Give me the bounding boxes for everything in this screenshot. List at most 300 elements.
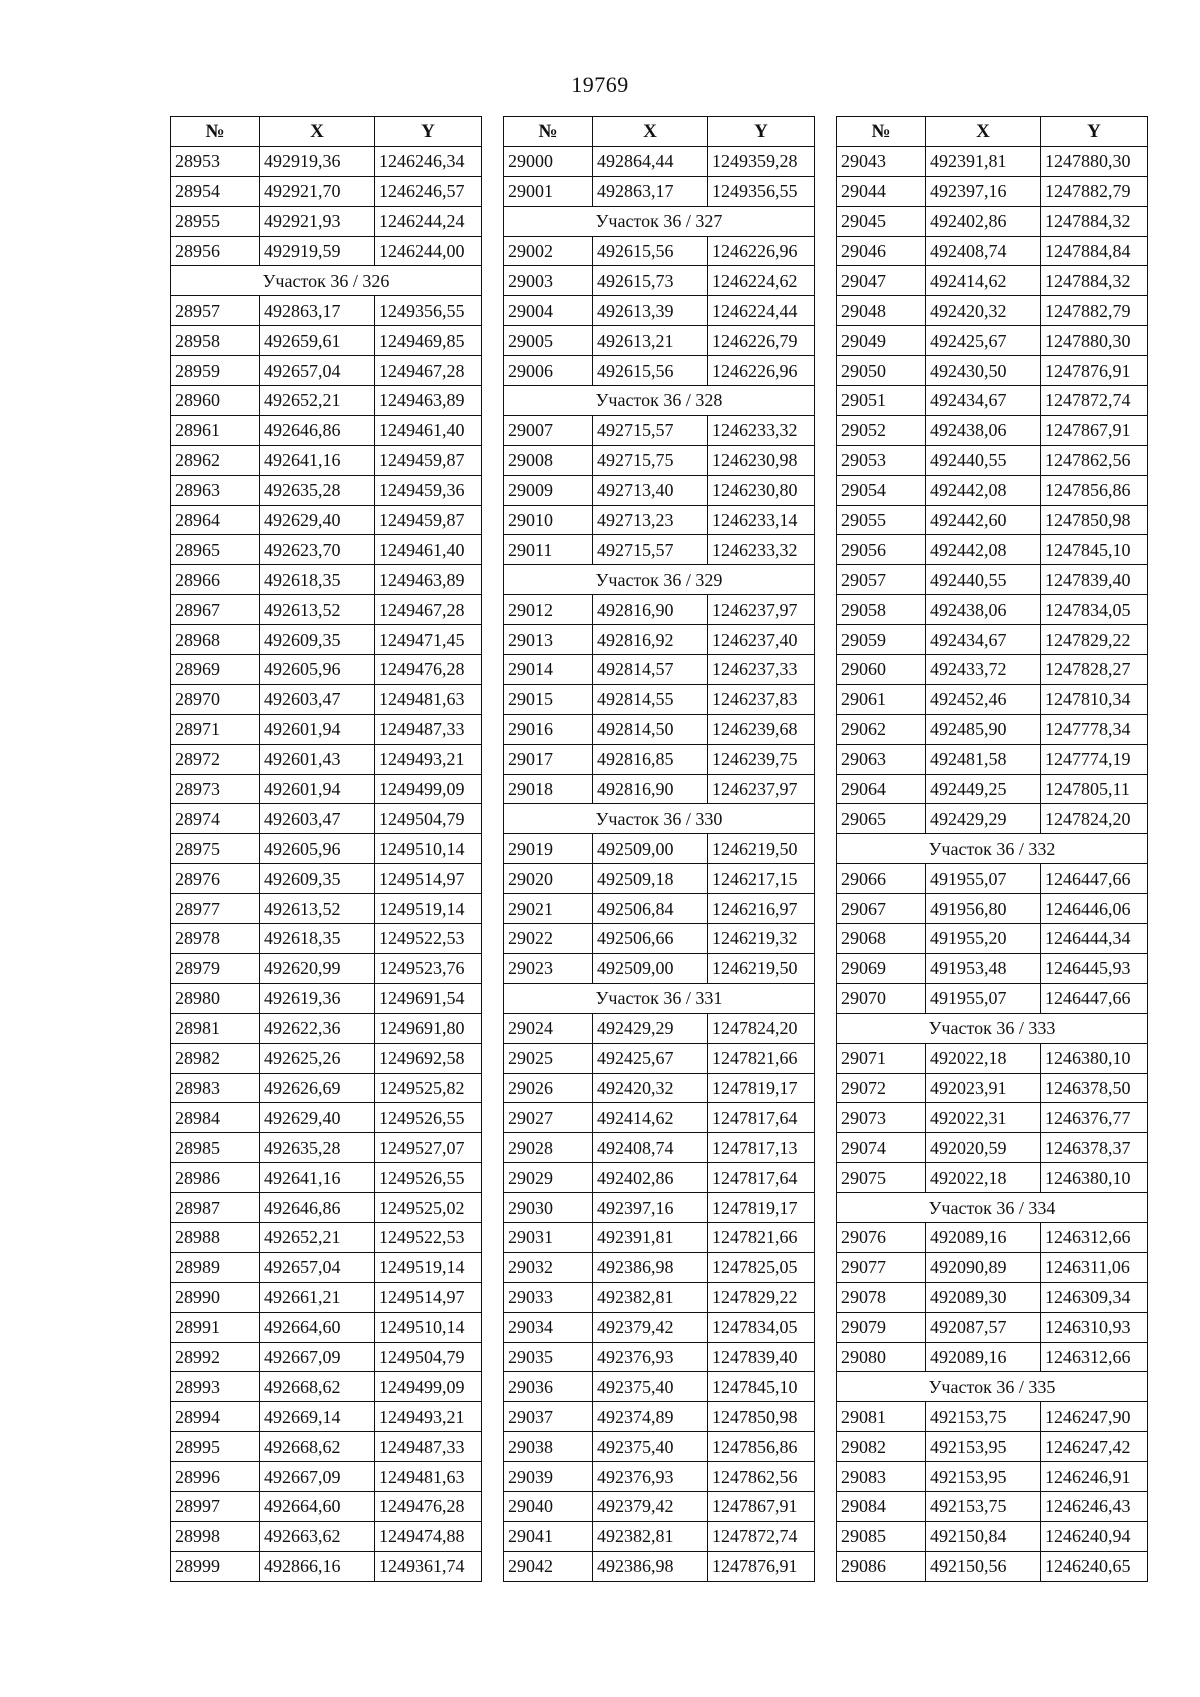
x-coordinate: 492863,17 bbox=[260, 296, 375, 326]
x-coordinate: 492663,62 bbox=[260, 1521, 375, 1551]
x-coordinate: 492442,60 bbox=[926, 505, 1041, 535]
point-number: 28976 bbox=[171, 864, 260, 894]
table-row bbox=[837, 1551, 1148, 1581]
x-coordinate: 492921,93 bbox=[260, 206, 375, 236]
table-row bbox=[504, 1551, 815, 1581]
y-coordinate: 1249467,28 bbox=[375, 595, 482, 625]
y-coordinate: 1246444,34 bbox=[1041, 924, 1148, 954]
table-row bbox=[837, 1073, 1148, 1103]
y-coordinate: 1246233,14 bbox=[708, 505, 815, 535]
point-number: 29046 bbox=[837, 236, 926, 266]
x-coordinate: 492715,75 bbox=[593, 445, 708, 475]
point-number: 28959 bbox=[171, 356, 260, 386]
x-coordinate: 492442,08 bbox=[926, 535, 1041, 565]
y-coordinate: 1247856,86 bbox=[1041, 475, 1148, 505]
x-coordinate: 492814,55 bbox=[593, 684, 708, 714]
x-coordinate: 492619,36 bbox=[260, 983, 375, 1013]
table-row bbox=[837, 1462, 1148, 1492]
table-row bbox=[504, 1521, 815, 1551]
y-coordinate: 1247850,98 bbox=[1041, 505, 1148, 535]
table-row bbox=[837, 1043, 1148, 1073]
point-number: 28991 bbox=[171, 1312, 260, 1342]
table-row bbox=[837, 1402, 1148, 1432]
x-coordinate: 492509,00 bbox=[593, 834, 708, 864]
point-number: 28964 bbox=[171, 505, 260, 535]
point-number: 29053 bbox=[837, 445, 926, 475]
point-number: 28977 bbox=[171, 894, 260, 924]
x-coordinate: 492481,58 bbox=[926, 744, 1041, 774]
x-coordinate: 492866,16 bbox=[260, 1551, 375, 1581]
table-row bbox=[504, 1282, 815, 1312]
y-coordinate: 1247805,11 bbox=[1041, 774, 1148, 804]
y-coordinate: 1249361,74 bbox=[375, 1551, 482, 1581]
x-coordinate: 492659,61 bbox=[260, 326, 375, 356]
x-coordinate: 492375,40 bbox=[593, 1432, 708, 1462]
table-row bbox=[837, 1521, 1148, 1551]
y-coordinate: 1246310,93 bbox=[1041, 1312, 1148, 1342]
point-number: 28954 bbox=[171, 176, 260, 206]
point-number: 28969 bbox=[171, 655, 260, 685]
header-number: № bbox=[837, 117, 926, 147]
y-coordinate: 1247867,91 bbox=[1041, 415, 1148, 445]
table-row bbox=[504, 864, 815, 894]
y-coordinate: 1247774,19 bbox=[1041, 744, 1148, 774]
section-heading-row bbox=[837, 1013, 1148, 1043]
y-coordinate: 1247829,22 bbox=[1041, 625, 1148, 655]
x-coordinate: 492919,59 bbox=[260, 236, 375, 266]
y-coordinate: 1247825,05 bbox=[708, 1252, 815, 1282]
point-number: 29075 bbox=[837, 1163, 926, 1193]
point-number: 28980 bbox=[171, 983, 260, 1013]
point-number: 28995 bbox=[171, 1432, 260, 1462]
table-row bbox=[837, 415, 1148, 445]
table-row bbox=[504, 505, 815, 535]
x-coordinate: 492425,67 bbox=[926, 326, 1041, 356]
point-number: 29012 bbox=[504, 595, 593, 625]
y-coordinate: 1247884,32 bbox=[1041, 206, 1148, 236]
point-number: 28963 bbox=[171, 475, 260, 505]
point-number: 29014 bbox=[504, 655, 593, 685]
y-coordinate: 1247834,05 bbox=[1041, 595, 1148, 625]
table-row bbox=[171, 1521, 482, 1551]
y-coordinate: 1246226,96 bbox=[708, 236, 815, 266]
y-coordinate: 1246226,96 bbox=[708, 356, 815, 386]
point-number: 28987 bbox=[171, 1193, 260, 1223]
y-coordinate: 1249469,85 bbox=[375, 326, 482, 356]
table-row bbox=[837, 1491, 1148, 1521]
table-row bbox=[504, 1342, 815, 1372]
point-number: 28966 bbox=[171, 565, 260, 595]
table-row bbox=[504, 714, 815, 744]
table-row bbox=[504, 655, 815, 685]
point-number: 29084 bbox=[837, 1491, 926, 1521]
y-coordinate: 1246447,66 bbox=[1041, 983, 1148, 1013]
table-row bbox=[171, 296, 482, 326]
x-coordinate: 492635,28 bbox=[260, 475, 375, 505]
point-number: 28979 bbox=[171, 953, 260, 983]
x-coordinate: 492397,16 bbox=[926, 176, 1041, 206]
point-number: 28955 bbox=[171, 206, 260, 236]
y-coordinate: 1247824,20 bbox=[708, 1013, 815, 1043]
x-coordinate: 492601,43 bbox=[260, 744, 375, 774]
point-number: 29060 bbox=[837, 655, 926, 685]
point-number: 29039 bbox=[504, 1462, 593, 1492]
x-coordinate: 492090,89 bbox=[926, 1252, 1041, 1282]
x-coordinate: 492440,55 bbox=[926, 445, 1041, 475]
y-coordinate: 1249467,28 bbox=[375, 356, 482, 386]
y-coordinate: 1247876,91 bbox=[1041, 356, 1148, 386]
point-number: 28982 bbox=[171, 1043, 260, 1073]
point-number: 29082 bbox=[837, 1432, 926, 1462]
table-row bbox=[837, 744, 1148, 774]
y-coordinate: 1246244,24 bbox=[375, 206, 482, 236]
y-coordinate: 1249493,21 bbox=[375, 744, 482, 774]
point-number: 29021 bbox=[504, 894, 593, 924]
point-number: 28974 bbox=[171, 804, 260, 834]
table-row bbox=[837, 386, 1148, 416]
x-coordinate: 492153,95 bbox=[926, 1432, 1041, 1462]
point-number: 28981 bbox=[171, 1013, 260, 1043]
section-heading-row bbox=[504, 804, 815, 834]
x-coordinate: 492023,91 bbox=[926, 1073, 1041, 1103]
point-number: 28983 bbox=[171, 1073, 260, 1103]
table-row bbox=[837, 1103, 1148, 1133]
point-number: 29062 bbox=[837, 714, 926, 744]
y-coordinate: 1246309,34 bbox=[1041, 1282, 1148, 1312]
table-row bbox=[171, 744, 482, 774]
point-number: 29007 bbox=[504, 415, 593, 445]
x-coordinate: 492509,18 bbox=[593, 864, 708, 894]
y-coordinate: 1247867,91 bbox=[708, 1491, 815, 1521]
table-row bbox=[504, 1252, 815, 1282]
table-row bbox=[837, 924, 1148, 954]
table-row bbox=[504, 625, 815, 655]
x-coordinate: 492452,46 bbox=[926, 684, 1041, 714]
y-coordinate: 1249356,55 bbox=[375, 296, 482, 326]
y-coordinate: 1249526,55 bbox=[375, 1103, 482, 1133]
y-coordinate: 1247819,17 bbox=[708, 1193, 815, 1223]
table-row bbox=[171, 1402, 482, 1432]
y-coordinate: 1246247,42 bbox=[1041, 1432, 1148, 1462]
x-coordinate: 492397,16 bbox=[593, 1193, 708, 1223]
table-row bbox=[837, 1133, 1148, 1163]
x-coordinate: 492089,16 bbox=[926, 1222, 1041, 1252]
table-row bbox=[171, 595, 482, 625]
table-row bbox=[171, 714, 482, 744]
point-number: 28988 bbox=[171, 1222, 260, 1252]
point-number: 29085 bbox=[837, 1521, 926, 1551]
table-row bbox=[171, 356, 482, 386]
x-coordinate: 492641,16 bbox=[260, 445, 375, 475]
y-coordinate: 1247845,10 bbox=[708, 1372, 815, 1402]
point-number: 29002 bbox=[504, 236, 593, 266]
point-number: 29034 bbox=[504, 1312, 593, 1342]
y-coordinate: 1249691,80 bbox=[375, 1013, 482, 1043]
x-coordinate: 492379,42 bbox=[593, 1312, 708, 1342]
table-row bbox=[504, 1402, 815, 1432]
x-coordinate: 492626,69 bbox=[260, 1073, 375, 1103]
table-row bbox=[837, 206, 1148, 236]
table-header-row bbox=[171, 117, 482, 147]
x-coordinate: 492668,62 bbox=[260, 1372, 375, 1402]
y-coordinate: 1246219,50 bbox=[708, 953, 815, 983]
x-coordinate: 492816,85 bbox=[593, 744, 708, 774]
y-coordinate: 1249463,89 bbox=[375, 386, 482, 416]
point-number: 29028 bbox=[504, 1133, 593, 1163]
point-number: 29019 bbox=[504, 834, 593, 864]
point-number: 29061 bbox=[837, 684, 926, 714]
table-row bbox=[171, 894, 482, 924]
y-coordinate: 1249471,45 bbox=[375, 625, 482, 655]
point-number: 29071 bbox=[837, 1043, 926, 1073]
table-row bbox=[837, 714, 1148, 744]
y-coordinate: 1247778,34 bbox=[1041, 714, 1148, 744]
header-y: Y bbox=[1041, 117, 1148, 147]
x-coordinate: 492863,17 bbox=[593, 176, 708, 206]
x-coordinate: 492382,81 bbox=[593, 1521, 708, 1551]
point-number: 29011 bbox=[504, 535, 593, 565]
point-number: 29052 bbox=[837, 415, 926, 445]
table-row bbox=[837, 1432, 1148, 1462]
point-number: 29025 bbox=[504, 1043, 593, 1073]
table-row bbox=[171, 565, 482, 595]
y-coordinate: 1249504,79 bbox=[375, 804, 482, 834]
y-coordinate: 1249692,58 bbox=[375, 1043, 482, 1073]
point-number: 29029 bbox=[504, 1163, 593, 1193]
point-number: 28993 bbox=[171, 1372, 260, 1402]
table-row bbox=[504, 445, 815, 475]
point-number: 29065 bbox=[837, 804, 926, 834]
table-row bbox=[171, 1491, 482, 1521]
y-coordinate: 1247872,74 bbox=[708, 1521, 815, 1551]
section-heading-row bbox=[837, 834, 1148, 864]
y-coordinate: 1249519,14 bbox=[375, 1252, 482, 1282]
table-row bbox=[171, 326, 482, 356]
point-number: 29057 bbox=[837, 565, 926, 595]
section-heading-row bbox=[504, 386, 815, 416]
table-row bbox=[171, 1372, 482, 1402]
y-coordinate: 1249461,40 bbox=[375, 535, 482, 565]
x-coordinate: 491953,48 bbox=[926, 953, 1041, 983]
y-coordinate: 1249487,33 bbox=[375, 714, 482, 744]
y-coordinate: 1246244,00 bbox=[375, 236, 482, 266]
table-row bbox=[504, 535, 815, 565]
x-coordinate: 492414,62 bbox=[926, 266, 1041, 296]
table-row bbox=[171, 655, 482, 685]
table-row bbox=[837, 176, 1148, 206]
y-coordinate: 1249510,14 bbox=[375, 1312, 482, 1342]
table-row bbox=[837, 774, 1148, 804]
point-number: 28978 bbox=[171, 924, 260, 954]
x-coordinate: 492605,96 bbox=[260, 834, 375, 864]
point-number: 29033 bbox=[504, 1282, 593, 1312]
y-coordinate: 1249493,21 bbox=[375, 1402, 482, 1432]
point-number: 28998 bbox=[171, 1521, 260, 1551]
x-coordinate: 491955,20 bbox=[926, 924, 1041, 954]
x-coordinate: 492646,86 bbox=[260, 415, 375, 445]
y-coordinate: 1249514,97 bbox=[375, 1282, 482, 1312]
point-number: 29070 bbox=[837, 983, 926, 1013]
x-coordinate: 492646,86 bbox=[260, 1193, 375, 1223]
y-coordinate: 1246233,32 bbox=[708, 415, 815, 445]
point-number: 28960 bbox=[171, 386, 260, 416]
point-number: 28994 bbox=[171, 1402, 260, 1432]
table-row bbox=[504, 1043, 815, 1073]
point-number: 29015 bbox=[504, 684, 593, 714]
table-row bbox=[504, 744, 815, 774]
table-row bbox=[504, 176, 815, 206]
x-coordinate: 492509,00 bbox=[593, 953, 708, 983]
section-heading: Участок 36 / 330 bbox=[504, 804, 815, 834]
y-coordinate: 1247850,98 bbox=[708, 1402, 815, 1432]
point-number: 28962 bbox=[171, 445, 260, 475]
table-row bbox=[171, 804, 482, 834]
x-coordinate: 492438,06 bbox=[926, 415, 1041, 445]
x-coordinate: 492153,75 bbox=[926, 1402, 1041, 1432]
y-coordinate: 1246224,62 bbox=[708, 266, 815, 296]
x-coordinate: 492618,35 bbox=[260, 924, 375, 954]
point-number: 29001 bbox=[504, 176, 593, 206]
x-coordinate: 492629,40 bbox=[260, 505, 375, 535]
x-coordinate: 492635,28 bbox=[260, 1133, 375, 1163]
x-coordinate: 492150,56 bbox=[926, 1551, 1041, 1581]
point-number: 29038 bbox=[504, 1432, 593, 1462]
point-number: 28972 bbox=[171, 744, 260, 774]
point-number: 29079 bbox=[837, 1312, 926, 1342]
y-coordinate: 1246219,32 bbox=[708, 924, 815, 954]
x-coordinate: 492652,21 bbox=[260, 1222, 375, 1252]
table-body bbox=[171, 146, 482, 1581]
table-row bbox=[504, 1491, 815, 1521]
table-row bbox=[837, 894, 1148, 924]
section-heading-row bbox=[504, 206, 815, 236]
y-coordinate: 1249459,87 bbox=[375, 505, 482, 535]
point-number: 29008 bbox=[504, 445, 593, 475]
header-y: Y bbox=[375, 117, 482, 147]
point-number: 29063 bbox=[837, 744, 926, 774]
point-number: 29081 bbox=[837, 1402, 926, 1432]
y-coordinate: 1247845,10 bbox=[1041, 535, 1148, 565]
x-coordinate: 492620,99 bbox=[260, 953, 375, 983]
y-coordinate: 1247817,13 bbox=[708, 1133, 815, 1163]
x-coordinate: 492430,50 bbox=[926, 356, 1041, 386]
y-coordinate: 1247880,30 bbox=[1041, 146, 1148, 176]
table-row bbox=[504, 1163, 815, 1193]
x-coordinate: 492442,08 bbox=[926, 475, 1041, 505]
y-coordinate: 1246380,10 bbox=[1041, 1163, 1148, 1193]
y-coordinate: 1246224,44 bbox=[708, 296, 815, 326]
header-number: № bbox=[171, 117, 260, 147]
table-row bbox=[171, 1013, 482, 1043]
table-header-row bbox=[504, 117, 815, 147]
y-coordinate: 1247872,74 bbox=[1041, 386, 1148, 416]
x-coordinate: 492609,35 bbox=[260, 625, 375, 655]
y-coordinate: 1246445,93 bbox=[1041, 953, 1148, 983]
table-row bbox=[504, 415, 815, 445]
x-coordinate: 492613,52 bbox=[260, 894, 375, 924]
x-coordinate: 492713,40 bbox=[593, 475, 708, 505]
table-row bbox=[171, 445, 482, 475]
point-number: 29083 bbox=[837, 1462, 926, 1492]
point-number: 28965 bbox=[171, 535, 260, 565]
x-coordinate: 492613,52 bbox=[260, 595, 375, 625]
x-coordinate: 492613,39 bbox=[593, 296, 708, 326]
table-row bbox=[171, 386, 482, 416]
table-row bbox=[504, 1222, 815, 1252]
y-coordinate: 1249487,33 bbox=[375, 1432, 482, 1462]
y-coordinate: 1246240,94 bbox=[1041, 1521, 1148, 1551]
table-row bbox=[504, 1432, 815, 1462]
table-row bbox=[504, 1013, 815, 1043]
y-coordinate: 1247839,40 bbox=[1041, 565, 1148, 595]
y-coordinate: 1246447,66 bbox=[1041, 864, 1148, 894]
y-coordinate: 1246237,40 bbox=[708, 625, 815, 655]
section-heading: Участок 36 / 332 bbox=[837, 834, 1148, 864]
table-row bbox=[837, 655, 1148, 685]
x-coordinate: 492391,81 bbox=[593, 1222, 708, 1252]
point-number: 29018 bbox=[504, 774, 593, 804]
y-coordinate: 1246446,06 bbox=[1041, 894, 1148, 924]
table-row bbox=[171, 834, 482, 864]
y-coordinate: 1246237,83 bbox=[708, 684, 815, 714]
x-coordinate: 492414,62 bbox=[593, 1103, 708, 1133]
point-number: 28973 bbox=[171, 774, 260, 804]
y-coordinate: 1246219,50 bbox=[708, 834, 815, 864]
y-coordinate: 1249526,55 bbox=[375, 1163, 482, 1193]
point-number: 29055 bbox=[837, 505, 926, 535]
table-row bbox=[837, 236, 1148, 266]
x-coordinate: 492816,92 bbox=[593, 625, 708, 655]
point-number: 29004 bbox=[504, 296, 593, 326]
point-number: 28999 bbox=[171, 1551, 260, 1581]
x-coordinate: 492386,98 bbox=[593, 1551, 708, 1581]
table-row bbox=[504, 684, 815, 714]
y-coordinate: 1249461,40 bbox=[375, 415, 482, 445]
point-number: 29076 bbox=[837, 1222, 926, 1252]
y-coordinate: 1249359,28 bbox=[708, 146, 815, 176]
table-row bbox=[837, 804, 1148, 834]
point-number: 29023 bbox=[504, 953, 593, 983]
point-number: 29027 bbox=[504, 1103, 593, 1133]
y-coordinate: 1246376,77 bbox=[1041, 1103, 1148, 1133]
point-number: 28970 bbox=[171, 684, 260, 714]
y-coordinate: 1246240,65 bbox=[1041, 1551, 1148, 1581]
point-number: 29005 bbox=[504, 326, 593, 356]
x-coordinate: 492374,89 bbox=[593, 1402, 708, 1432]
table-row bbox=[171, 1282, 482, 1312]
x-coordinate: 492408,74 bbox=[593, 1133, 708, 1163]
x-coordinate: 492376,93 bbox=[593, 1342, 708, 1372]
x-coordinate: 492605,96 bbox=[260, 655, 375, 685]
x-coordinate: 492629,40 bbox=[260, 1103, 375, 1133]
table-body bbox=[504, 146, 815, 1581]
point-number: 28956 bbox=[171, 236, 260, 266]
x-coordinate: 492485,90 bbox=[926, 714, 1041, 744]
point-number: 29059 bbox=[837, 625, 926, 655]
table-row bbox=[837, 475, 1148, 505]
table-row bbox=[837, 983, 1148, 1013]
table-row bbox=[171, 1432, 482, 1462]
table-row bbox=[504, 1372, 815, 1402]
x-coordinate: 492667,09 bbox=[260, 1462, 375, 1492]
x-coordinate: 492669,14 bbox=[260, 1402, 375, 1432]
y-coordinate: 1249522,53 bbox=[375, 1222, 482, 1252]
point-number: 29031 bbox=[504, 1222, 593, 1252]
x-coordinate: 492382,81 bbox=[593, 1282, 708, 1312]
y-coordinate: 1247884,32 bbox=[1041, 266, 1148, 296]
x-coordinate: 492449,25 bbox=[926, 774, 1041, 804]
point-number: 28968 bbox=[171, 625, 260, 655]
